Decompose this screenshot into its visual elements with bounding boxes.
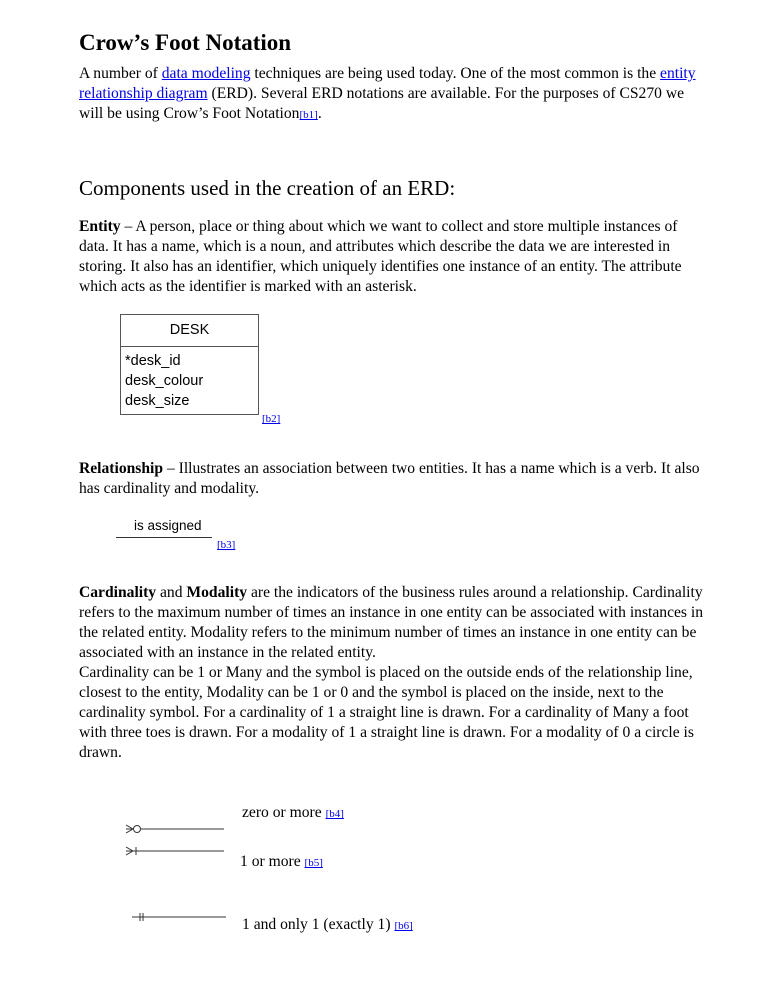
data-modeling-link[interactable]: data modeling — [161, 65, 251, 82]
notation-one-or-more — [240, 853, 323, 871]
footnote-b3-link[interactable]: [b3] — [217, 539, 236, 551]
zero-or-more-symbol-icon — [120, 822, 225, 836]
footnote-b1-link[interactable]: [b1] — [299, 109, 318, 121]
entity-name: DESK — [121, 315, 258, 347]
entity-diagram-desk — [120, 314, 259, 415]
notation-label: zero or more — [242, 804, 322, 821]
entity-paragraph — [79, 217, 704, 297]
cardinality-rules: Cardinality can be 1 or Many and the symbol is placed on the outside ends of the relationship line, closest to the entity, Modality can be 1 or 0 and the symbol is placed on the inside, next to the cardinality symbol. For a cardinality of 1 a straight line is drawn. For a cardinality of Many a foot with three toes is drawn. For a modality of 1 a straight line is drawn. For a modality of 0 a circle is drawn. — [79, 664, 694, 761]
entity-attribute: desk_colour — [125, 373, 204, 389]
footnote-b6-link[interactable]: [b6] — [394, 920, 413, 932]
erd-link[interactable]: entity relationship diagram — [79, 65, 696, 102]
footnote-b4-link[interactable]: [b4] — [325, 808, 344, 820]
modality-term: Modality — [186, 584, 248, 601]
entity-term: Entity — [79, 218, 121, 235]
notation-label: 1 and only 1 (exactly 1) — [242, 916, 391, 933]
cardinality-paragraph — [79, 583, 704, 763]
relationship-definition: – Illustrates an association between two entities. It has a name which is a verb. It also has cardinality and modality. — [79, 460, 700, 497]
cardinality-term: Cardinality — [79, 584, 157, 601]
relationship-paragraph — [79, 459, 704, 499]
intro-text: techniques are being used today. One of the most common is the — [250, 65, 661, 82]
notation-zero-or-more — [242, 804, 344, 822]
cardinality-definition: are the indicators of the business rules around a relationship. Cardinality refers to the maximum number of times an instance in one entity can be associated with instances in the related entity. Modality refers to the minimum number of times an instance in one entity can be associated with an instance in the related entity. — [79, 584, 704, 661]
components-heading: Components used in the creation of an ERD: — [79, 176, 456, 200]
page-title: Crow’s Foot Notation — [79, 30, 292, 55]
intro-text: A number of — [79, 65, 162, 82]
intro-text: . — [317, 105, 322, 122]
relationship-line — [116, 537, 212, 538]
exactly-one-symbol-icon — [128, 910, 228, 924]
notation-label: 1 or more — [240, 853, 301, 870]
one-or-more-symbol-icon — [120, 844, 225, 858]
relationship-label: is assigned — [134, 518, 202, 533]
cardinality-text: and — [156, 584, 187, 601]
intro-paragraph — [79, 64, 704, 125]
entity-attribute: desk_size — [125, 393, 190, 409]
footnote-b2-link[interactable]: [b2] — [262, 413, 281, 425]
entity-definition: – A person, place or thing about which we want to collect and store multiple instances of data. It has a name, which is a noun, and attributes which describe the data we are interested in storing. It also has an identifier, which uniquely identifies one instance of an entity. The attribute which acts as the identifier is marked with an asterisk. — [79, 218, 682, 295]
intro-text: (ERD). Several ERD notations are available. For the purposes of CS270 we will be using Crow’s Foot Notation — [79, 85, 684, 122]
entity-attribute-identifier: *desk_id — [125, 353, 181, 369]
notation-exactly-one — [242, 916, 413, 934]
relationship-term: Relationship — [79, 460, 164, 477]
footnote-b5-link[interactable]: [b5] — [304, 857, 323, 869]
